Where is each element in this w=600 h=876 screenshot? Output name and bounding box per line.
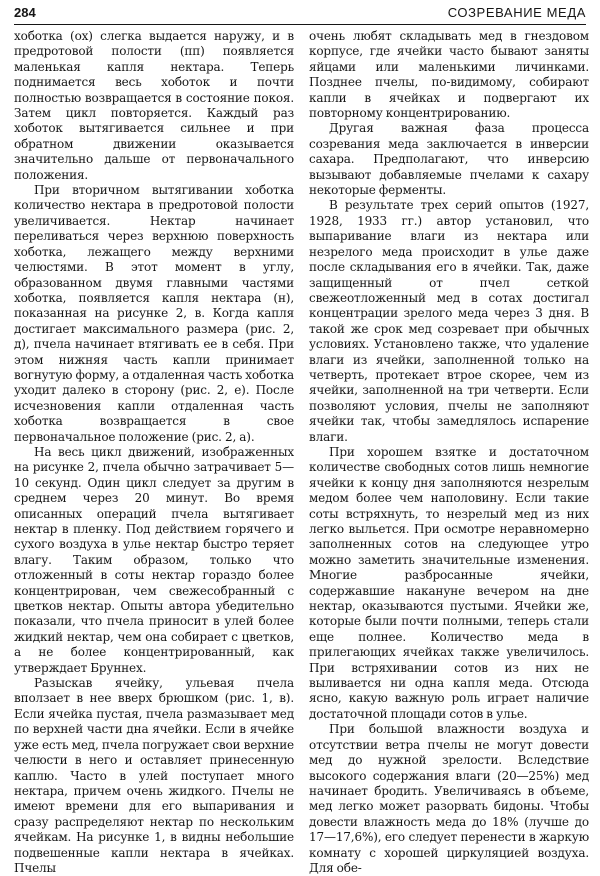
paragraph: При большой влажности воздуха и отсутствии ветра пчелы не могут довести мед до нужной зрелости. Вследствие высокого содержания влаги (20—25%) мед начинает бродить. Увеличиваясь в объеме, мед легко может разорвать бидоны. Чтобы довести влажность меда до 18% (лучше до 17—17,6%), его следует перенести в жаркую комнату с хорошей циркуляцией воздуха. Для обе- bbox=[309, 722, 589, 875]
paragraph: очень любят складывать мед в гнездовом корпусе, где ячейки часто бывают заняты яйцами или маленькими личинками. Позднее пчелы, по-видимому, собирают капли в ячейках и подвергают их повторному концентрированию. bbox=[309, 29, 589, 121]
paragraph: Разыскав ячейку, ульевая пчела вползает в нее вверх брюшком (рис. 1, в). Если ячейка пустая, пчела размазывает мед по верхней части дна ячейки. Если в ячейке уже есть мед, пчела погружает свои верхние челюсти в него и оставляет принесенную каплю. Часто в улей поступает много нектара, причем очень жидкого. Пчелы не имеют времени для его выпаривания и сразу распределяют нектар по нескольким ячейкам. На рисунке 1, в видны небольшие подвешенные капли нектара в ячейках. Пчелы bbox=[14, 676, 294, 875]
paragraph: Другая важная фаза процесса созревания меда заключается в инверсии сахара. Предполагают, что инверсию вызывают добавляемые пчелами к сахару некоторые ферменты. bbox=[309, 121, 589, 198]
right-column bbox=[309, 29, 589, 875]
paragraph: При хорошем взятке и достаточном количестве свободных сотов лишь немногие ячейки к концу дня заполняются незрелым медом более чем наполовину. Если такие соты встряхнуть, то незрелый мед из них легко выльется. При осмотре неравномерно заполненных сотов на следующее утро можно заметить значительные изменения. Многие разбросанные ячейки, содержавшие накануне вечером на дне нектар, оказываются пустыми. Ячейки же, которые были почти полными, теперь стали еще полнее. Количество меда в прилегающих ячейках также увеличилось. При встряхивании сотов из них не выливается ни одна капля меда. Отсюда ясно, какую важную роль играет наличие достаточной площади сотов в улье. bbox=[309, 444, 589, 721]
page-header bbox=[14, 4, 586, 25]
left-column bbox=[14, 29, 294, 875]
page-number: 284 bbox=[14, 5, 36, 20]
paragraph: В результате трех серий опытов (1927, 1928, 1933 гг.) автор установил, что выпаривание влаги из нектара или незрелого меда происходит в улье даже после складывания его в ячейки. Так, даже защищенный от пчел сеткой свежеотложенный мед в сотах достигал концентрации зрелого меда через 3 дня. В такой же срок мед созревает при обычных условиях. Установлено также, что удаление влаги из ячейки, заполненной только на четверть, протекает втрое скорее, чем из ячейки, заполненной на три четверти. Если позволяют условия, пчелы не заполняют ячейки так, чтобы замедлялось испарение влаги. bbox=[309, 198, 589, 444]
paragraph: При вторичном вытягивании хоботка количество нектара в предротовой полости увеличивается. Нектар начинает переливаться через верхнюю поверхность хоботка, лежащего между верхними челюстями. В этот момент в углу, образованном двумя главными частями хоботка, появляется капля нектара (н), показанная на рисунке 2, в. Когда капля достигает максимального размера (рис. 2, д), пчела начинает втягивать ее в себя. При этом нижняя часть капли принимает вогнутую форму, а отдаленная часть хоботка уходит далеко в сторону (рис. 2, е). После исчезновения капли отдаленная часть хоботка возвращается в свое первоначальное положение (рис. 2, а). bbox=[14, 183, 294, 444]
running-title: СОЗРЕВАНИЕ МЕДА bbox=[447, 5, 586, 20]
paragraph: На весь цикл движений, изображенных на рисунке 2, пчела обычно затрачивает 5—10 секунд. Один цикл следует за другим в среднем через 20 минут. Во время описанных операций пчела вытягивает нектар в пленку. Под действием горячего и сухого воздуха в улье нектар быстро теряет влагу. Таким образом, только что отложенный в соты нектар гораздо более концентрирован, чем свежесобранный с цветков нектар. Опыты автора убедительно показали, что пчела приносит в улей более жидкий нектар, чем она собирает с цветков, а не более концентрированный, как утверждает Бруннех. bbox=[14, 444, 294, 675]
paragraph: хоботка (ох) слегка выдается наружу, и в предротовой полости (пп) появляется маленькая капля нектара. Теперь поднимается весь хоботок и почти полностью возвращается в состояние покоя. Затем цикл повторяется. Каждый раз хоботок вытягивается сильнее и при обратном движении оказывается значительно дальше от первоначального положения. bbox=[14, 29, 294, 182]
